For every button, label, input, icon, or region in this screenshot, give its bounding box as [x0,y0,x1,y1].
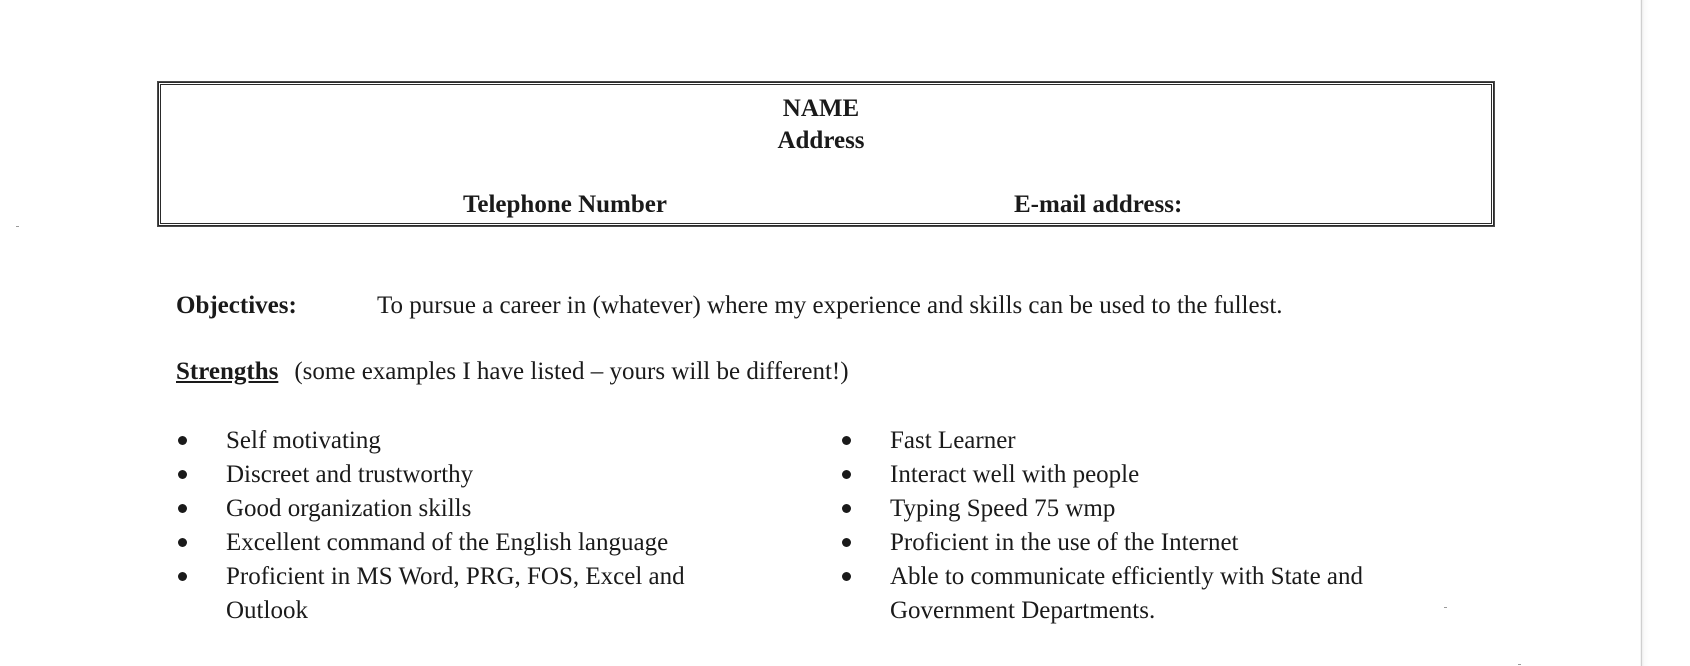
strengths-heading [176,358,849,386]
objectives-label: Objectives: [176,292,297,319]
list-item [176,458,736,492]
list-item-text: Typing Speed 75 wmp [890,495,1116,522]
objectives-section [176,292,1283,320]
strengths-note: (some examples I have listed – yours will be different!) [294,358,849,385]
contact-header-box [158,82,1494,226]
list-item [840,424,1420,458]
list-item-text: Proficient in the use of the Internet [890,529,1239,556]
bullet-icon [842,436,851,445]
list-item [840,458,1420,492]
list-item [840,526,1420,560]
list-item [840,560,1420,628]
bullet-icon [178,436,187,445]
resume-address: Address [777,127,865,154]
list-item [176,424,736,458]
strengths-label: Strengths [176,358,279,385]
scan-edge-line [1641,0,1642,666]
scan-edge [1640,0,1690,666]
strengths-list-right [840,424,1420,628]
bullet-icon [178,504,187,513]
list-item-text: Good organization skills [226,495,472,522]
list-item [840,492,1420,526]
list-item [176,492,736,526]
bullet-icon [842,538,851,547]
list-item-text: Discreet and trustworthy [226,461,474,488]
bullet-icon [842,572,851,581]
list-item-text: Proficient in MS Word, PRG, FOS, Excel and Outlook [226,563,685,624]
list-item [176,526,736,560]
list-item-text: Fast Learner [890,427,1016,454]
bullet-icon [842,470,851,479]
strengths-list-left [176,424,736,628]
bullet-icon [842,504,851,513]
resume-name: NAME [782,95,860,122]
email-label: E-mail address: [1014,191,1183,218]
scan-speck [1518,664,1521,665]
bullet-icon [178,572,187,581]
telephone-label: Telephone Number [463,191,667,218]
list-item [176,560,736,628]
scan-speck [16,226,19,227]
list-item-text: Self motivating [226,427,381,454]
list-item-text: Excellent command of the English language [226,529,669,556]
bullet-icon [178,538,187,547]
objectives-text: To pursue a career in (whatever) where my experience and skills can be used to the fullest. [377,292,1283,319]
scan-speck [1444,607,1447,608]
bullet-icon [178,470,187,479]
list-item-text: Interact well with people [890,461,1140,488]
list-item-text: Able to communicate efficiently with State and Government Departments. [890,563,1364,624]
